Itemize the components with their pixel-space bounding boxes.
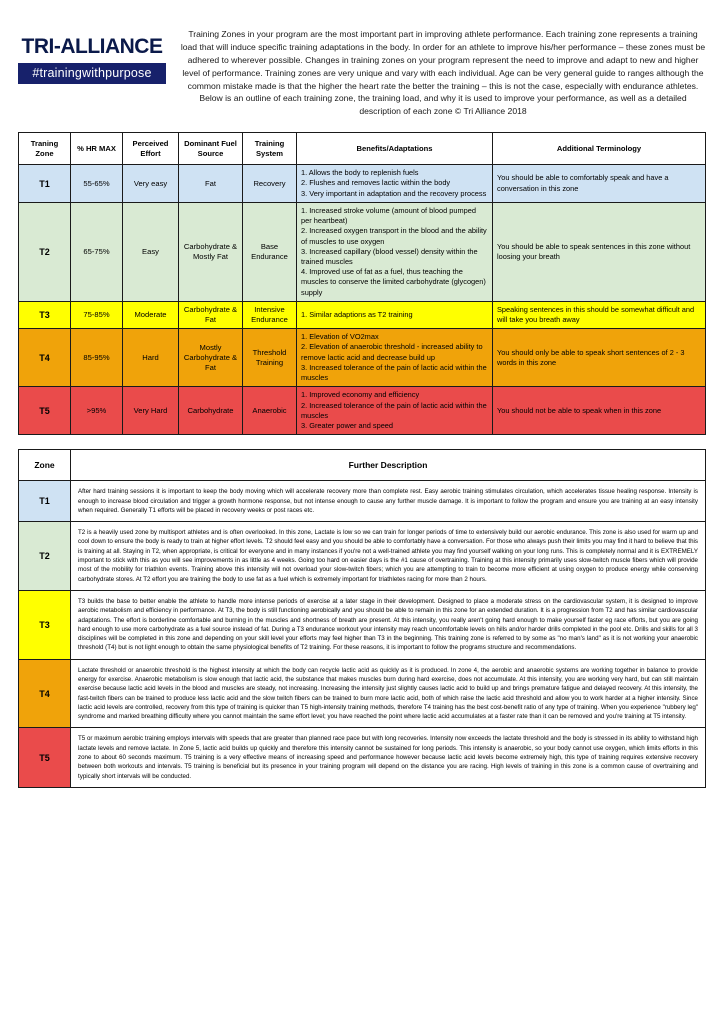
benefit-item: 3. Increased tolerance of the pain of lactic acid within the muscles [301,362,487,383]
zone-effort: Hard [123,329,179,387]
zone-benefits [297,329,493,387]
table-row [19,165,706,203]
zone-effort: Moderate [123,301,179,328]
zone-label: T5 [19,728,71,787]
zone-hr: >95% [71,387,123,435]
brand-tagline: #trainingwithpurpose [18,63,166,84]
col-hr-max: % HR MAX [71,133,123,165]
table-row [19,202,706,301]
zone-fuel: Carbohydrate [179,387,243,435]
table-body [19,481,706,788]
zone-system: Intensive Endurance [243,301,297,328]
table-row [19,329,706,387]
table-header-row [19,133,706,165]
zone-label: T4 [19,329,71,387]
col-zone: Zone [19,450,71,481]
zone-fuel: Carbohydrate & Fat [179,301,243,328]
benefit-item: 3. Greater power and speed [301,421,394,431]
benefit-item: 2. Increased oxygen transport in the blood and the ability of muscles to use oxygen [301,226,487,246]
table-row [19,522,706,591]
brand-logo [18,26,166,84]
zone-label: T1 [19,165,71,203]
zone-terminology: You should not be able to speak when in this zone [493,387,706,435]
zone-terminology: You should be able to comfortably speak and have a conversation in this zone [493,165,706,203]
benefit-item: 2. Flushes and removes lactic within the body [301,178,451,188]
table-body [19,165,706,435]
training-zones-table [18,132,706,435]
col-dominant-fuel: Dominant Fuel Source [179,133,243,165]
table-row [19,590,706,659]
zone-label: T5 [19,387,71,435]
brand-name: TRI-ALLIANCE [21,35,163,58]
zone-description: T3 builds the base to better enable the athlete to handle more intense periods of exercise at a later stage in their development. Designed to place a moderate stress on the cardiovascular system, it is designed to improve aerobic metabolism and efficiency in performance. At T3, the body is still functioning aerobically and you should be able to remain in this zone for an extended duration. It is a progression from T2 and has similar cardiovascular adaptations. The effort is borderline comfortable and burning in the muscles and shortness of breath are present. At this intensity, you really aren't going hard enough to make yourself faster eg race efforts, but you are going hard enough to use more carbohydrate as a fuel source instead of fat. During a T3 endurance workout your intensity may reach uncomfortable levels on hills and/or harder drills completed in the pool etc. Drills and skills for all 3 disciplines will be completed in this zone and depending on your skill level your efforts may feel higher than T3 in the beginning. This training zone is referred to by some as "no man's land" as it is not working your anaerobic threshold (T4) but is not light enough to obtain the same physiological benefits of T2 training. For these reasons, it is important to follow the programs structure and recommendations. [71,590,706,659]
zone-terminology: You should be able to speak sentences in this zone without loosing your breath [493,202,706,301]
table-row [19,301,706,328]
col-terminology: Additional Terminology [493,133,706,165]
zone-terminology: Speaking sentences in this should be somewhat difficult and will take you breath away [493,301,706,328]
benefit-item: 4. Improved use of fat as a fuel, thus teaching the muscles to conserve the limited carbohydrate (glycogen) supply [301,267,486,297]
col-perceived-effort: Perceived Effort [123,133,179,165]
table-row [19,728,706,787]
zone-description: Lactate threshold or anaerobic threshold is the highest intensity at which the body can recycle lactic acid as quickly as it is produced. In zone 4, the aerobic and anaerobic systems are working together in balance to provide energy for exercise. Anaerobic metabolism is slow enough that lactic acid, the substance that makes muscles burn during hard exercise, does not accumulate. At this intensity, you are working very hard, but can still maintain exercise because lactic acid levels in the blood and muscles are steady, not increasing. Increasing the intensity just slightly causes lactic acid to build up and brings premature fatigue and delayed recovery. At this intensity, the fast-twitch fibers can be trained to produce less lactic acid and the slow twitch fibers can be trained to burn more lactic acid, both of which raise the lactic acid threshold and allow you to work harder at a higher intensity. Since lactic acid levels are controlled, recovery from this type of training is quicker than T5 high-intensity training methods, therefore T4 training has the best cost-benefit ratio of any type of training. When you experience "rubbery leg" syndrome and marked breathing difficulty where you cannot maintain the same effort level; you have reached the point where lactic acid accumulates at a faster rate than it can be removed and you're training at T5 intensity. [71,659,706,728]
zone-label: T3 [19,301,71,328]
benefit-item: 1. Elevation of VO2max [301,332,379,342]
benefit-item: 3. Increased capillary (blood vessel) density within the trained muscles [301,246,478,266]
zone-description: T2 is a heavily used zone by multisport athletes and is often overlooked. In this zone, Lactate is low so we can train for longer periods of time to extensively build our aerobic endurance. This zone is also used for warm up and cool down to ensure the body is ready to train at higher effort levels. T2 should feel easy and you should be able to comfortably have a conversation. For those who always push their limits you may find it hard to believe that this is training at all. Staying in T2, when appropriate, is critical for everyone and in many instances if you're not a well-trained athlete you may find yourself walking on your long runs. This is completely normal and it is EXTREMELY important to stick with this as you will see improvements in as little as 4 weeks. Going too hard on easier days is the #1 cause of overtraining. Training at this intensity primarily uses slow-twitch muscle fibers which will provide most of the mobility for triathlon events. Training above this intensity will not overload your slow-twitch fibers; which you are attempting to train to become more efficient at using oxygen to produce energy while conserving carbohydrate stores. At T2 effort you are training the body to use fat as a fuel which is extremely important for triathletes racing for more than 2 hours. [71,522,706,591]
intro-paragraph: Training Zones in your program are the most important part in improving athlete performance. Each training zone represents a training load that will induce specific training adaptations in the body. In order for an athlete to improve his/her performance – these zones must be adhered to wherever possible. Changes in training zones on your program represent the need to improve and adapt to new and higher level of performance. Training zones are very unique and vary with each individual. Age can be very general guide to ranges although the common mistake made is that the higher the heart rate the better the training – this is not the case, especially with endurance athletes. Below is an outline of each training zone, the training load, and why it is used to improve your performance, as well as a detailed description of each zone © Tri Alliance 2018 [180,29,706,117]
zone-hr: 75-85% [71,301,123,328]
benefit-item: 1. Improved economy and efficiency [301,390,420,400]
zone-label: T1 [19,481,71,522]
benefit-item: 3. Very important in adaptation and the recovery process [301,188,487,198]
zone-hr: 65-75% [71,202,123,301]
zone-description: T5 or maximum aerobic training employs intervals with speeds that are greater than planned race pace but with long recoveries. Intensity now exceeds the lactate threshold and the body is stressed in its ability to withstand high lactate levels and remove lactate. In Zone 5, lactic acid builds up quickly and therefore this intensity cannot be sustained for long periods. This intensity is anaerobic, so your body cannot use oxygen, which limits efforts in this zone to about 60 seconds maximum. T5 training is a very effective means of increasing speed and performance however because lactic acid levels become extremely high, this type of training requires extensive recovery between both workouts and intervals. T5 training is beneficial but its presence in your training program will depend on the distance you are racing. High levels of training in this zone is a common cause of overtraining and typically short intervals will be conducted. [71,728,706,787]
benefit-item: 1. Increased stroke volume (amount of blood pumped per heartbeat) [301,205,477,226]
zone-label: T3 [19,590,71,659]
zone-effort: Very easy [123,165,179,203]
zone-system: Threshold Training [243,329,297,387]
col-further-description: Further Description [71,450,706,481]
zone-effort: Easy [123,202,179,301]
benefit-item: 2. Elevation of anaerobic threshold - increased ability to remove lactic acid and decrease build up [301,342,483,362]
zone-system: Anaerobic [243,387,297,435]
zone-fuel: Fat [179,165,243,203]
table-row [19,659,706,728]
zone-system: Recovery [243,165,297,203]
benefit-item: 1. Similar adaptions as T2 training [301,309,413,319]
zone-label: T2 [19,522,71,591]
zone-benefits [297,202,493,301]
table-row [19,481,706,522]
zone-benefits [297,165,493,203]
zone-fuel: Mostly Carbohydrate & Fat [179,329,243,387]
further-description-table [18,449,706,788]
col-benefits: Benefits/Adaptations [297,133,493,165]
zone-benefits [297,387,493,435]
zone-system: Base Endurance [243,202,297,301]
zone-fuel: Carbohydrate & Mostly Fat [179,202,243,301]
document-header [18,26,706,118]
table-row [19,387,706,435]
col-training-system: Training System [243,133,297,165]
zone-terminology: You should only be able to speak short sentences of 2 - 3 words in this zone [493,329,706,387]
zone-description: After hard training sessions it is important to keep the body moving which will accelerate recovery more than complete rest. Easy aerobic training stimulates circulation, which accelerates tissue healing response. Intensity is enough to increase blood circulation and trigger a growth hormone response, but not intense enough to cause any further muscle damage. It is important to follow the program and ensure you are training at an easy intensity when required. Generally T1 efforts will be placed in recovery weeks or post races etc. [71,481,706,522]
zone-hr: 85-95% [71,329,123,387]
zone-effort: Very Hard [123,387,179,435]
zone-hr: 55-65% [71,165,123,203]
zone-label: T2 [19,202,71,301]
benefit-item: 2. Increased tolerance of the pain of lactic acid within the muscles [301,400,487,420]
benefit-item: 1. Allows the body to replenish fuels [301,168,419,178]
table-header-row [19,450,706,481]
zone-benefits [297,301,493,328]
zone-label: T4 [19,659,71,728]
col-zone: Traning Zone [19,133,71,165]
